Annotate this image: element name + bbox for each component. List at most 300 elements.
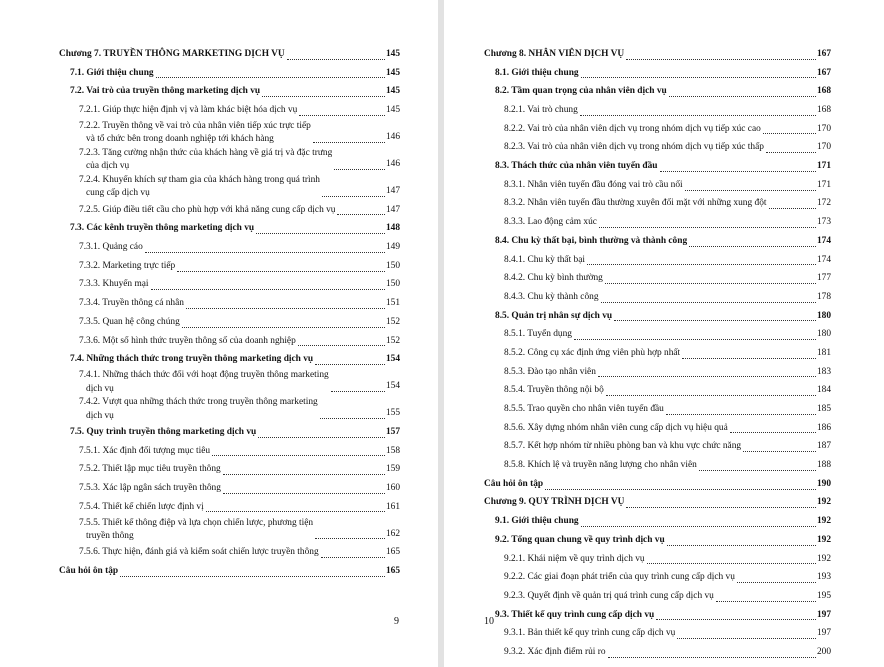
dot-leader	[182, 327, 385, 328]
toc-entry-title-text: 7.5.3. Xác lập ngân sách truyền thông	[79, 482, 221, 493]
toc-entry-title	[504, 550, 645, 569]
toc-entry-title-text: 7.3.3. Khuyến mại	[79, 279, 149, 290]
dot-leader	[298, 345, 385, 346]
toc-entry-title-text: 7.2.4. Khuyến khích sự tham gia của khách hàng trong quá trình	[79, 174, 320, 185]
toc-entry-title-text: 7.3. Các kênh truyền thông marketing dịch vụ	[70, 223, 255, 234]
toc-entry-page-number: 146	[385, 132, 400, 143]
toc-subsection-entry[interactable]	[484, 568, 831, 587]
toc-entry-page-number: 147	[385, 204, 400, 215]
toc-entry-page-number: 185	[816, 404, 831, 415]
dot-leader	[177, 271, 385, 272]
toc-chapter-entry[interactable]	[484, 494, 831, 513]
dot-leader	[666, 414, 816, 415]
toc-entry-title	[79, 174, 320, 201]
toc-entry-title-text: 7.5.6. Thực hiện, đánh giá và kiểm soát chiến lược truyền thông	[79, 547, 319, 558]
toc-subsection-entry[interactable]	[484, 138, 831, 157]
dot-leader	[321, 557, 385, 558]
toc-entry-title-text: 7.2.5. Giúp điều tiết cầu cho phù hợp với khả năng cung cấp dịch vụ	[79, 204, 336, 215]
toc-entry-page-number: 159	[385, 464, 400, 475]
dot-leader	[545, 489, 816, 490]
toc-entry-page-number: 167	[816, 48, 831, 59]
toc-entry-page-number: 170	[816, 142, 831, 153]
toc-entry-page-number: 146	[385, 159, 400, 170]
toc-subsection-entry[interactable]	[59, 147, 400, 174]
dot-leader	[608, 657, 816, 658]
toc-entry-title	[79, 460, 221, 479]
toc-subsection-entry[interactable]	[484, 643, 831, 662]
toc-entry-title-text: 7.2. Vai trò của truyền thông marketing dịch vụ	[70, 86, 261, 97]
toc-entry-title	[79, 147, 332, 174]
toc-entry-title-text: 7.5.4. Thiết kế chiến lược định vị	[79, 501, 204, 512]
toc-section-entry[interactable]	[59, 423, 400, 442]
toc-subsection-entry[interactable]	[484, 437, 831, 456]
toc-chapter-entry[interactable]	[484, 475, 831, 494]
toc-entry-title	[495, 82, 667, 101]
toc-entry-title	[79, 120, 311, 147]
toc-entry-title-text: 8.5.2. Công cụ xác định ứng viên phù hợp nhất	[504, 347, 681, 358]
toc-entry-page-number: 154	[385, 354, 400, 365]
toc-entry-page-number: 145	[385, 48, 400, 59]
toc-entry-page-number: 154	[385, 381, 400, 392]
page-number-right: 10	[484, 616, 494, 627]
toc-entry-page-number: 192	[816, 516, 831, 527]
toc-entry-title-text: 8.4.3. Chu kỳ thành công	[504, 291, 599, 302]
toc-entry-page-number: 197	[816, 609, 831, 620]
toc-entry-page-number: 180	[816, 329, 831, 340]
toc-entry-page-number: 152	[385, 335, 400, 346]
toc-entry-title-text: 7.4.2. Vượt qua những thách thức trong truyền thông marketing	[79, 397, 318, 408]
toc-subsection-entry[interactable]	[484, 195, 831, 214]
toc-entry-title-text: 8.5. Quản trị nhân sự dịch vụ	[495, 310, 613, 321]
toc-entry-page-number: 151	[385, 298, 400, 309]
toc-subsection-entry[interactable]	[484, 344, 831, 363]
dot-leader	[626, 507, 816, 508]
toc-entry-title-text: 7.5.5. Thiết kế thông điệp và lựa chọn chiến lược, phương tiện	[79, 517, 314, 528]
toc-entry-title-text: 7.5.1. Xác định đối tượng mục tiêu	[79, 445, 211, 456]
toc-entry-title-text: 9.3.1. Bản thiết kế quy trình cung cấp dịch vụ	[504, 628, 676, 639]
toc-section-entry[interactable]	[484, 64, 831, 83]
dot-leader	[601, 302, 816, 303]
toc-list-left	[59, 45, 400, 581]
toc-entry-title	[495, 232, 687, 251]
toc-entry-page-number: 158	[385, 445, 400, 456]
toc-entry-page-number: 200	[816, 646, 831, 657]
left-page	[0, 0, 438, 667]
dot-leader	[256, 233, 385, 234]
toc-entry-title	[504, 251, 585, 270]
toc-subsection-entry[interactable]	[59, 257, 400, 276]
toc-subsection-entry[interactable]	[484, 101, 831, 120]
dot-leader	[156, 77, 385, 78]
dot-leader	[614, 320, 816, 321]
dot-leader	[223, 493, 385, 494]
dot-leader	[186, 308, 385, 309]
dot-leader	[699, 470, 816, 471]
toc-entry-title-text: 8.5.7. Kết hợp nhóm từ nhiều phòng ban và khu vực chức năng	[504, 441, 742, 452]
toc-entry-page-number: 192	[816, 553, 831, 564]
toc-entry-title-continuation: của dịch vụ	[86, 161, 130, 172]
dot-leader	[315, 538, 385, 539]
toc-entry-title	[79, 498, 204, 517]
dot-leader	[581, 77, 816, 78]
toc-entry-title-text: 7.2.2. Truyền thông về vai trò của nhân viên tiếp xúc trực tiếp	[79, 120, 311, 131]
toc-subsection-entry[interactable]	[59, 276, 400, 295]
toc-entry-title	[79, 238, 143, 257]
toc-subsection-entry[interactable]	[484, 587, 831, 606]
toc-entry-page-number: 183	[816, 366, 831, 377]
dot-leader	[334, 169, 385, 170]
toc-entry-page-number: 187	[816, 441, 831, 452]
toc-list-right	[484, 45, 831, 662]
toc-entry-page-number: 170	[816, 123, 831, 134]
toc-entry-title-text: Câu hỏi ôn tập	[59, 566, 119, 577]
dot-leader	[660, 171, 816, 172]
toc-entry-title-text: 7.1. Giới thiệu chung	[70, 67, 154, 78]
dot-leader	[730, 432, 816, 433]
toc-entry-page-number: 171	[816, 179, 831, 190]
dot-leader	[682, 358, 816, 359]
toc-subsection-entry[interactable]	[59, 238, 400, 257]
toc-entry-title	[504, 624, 675, 643]
toc-entry-title	[79, 369, 329, 396]
toc-entry-page-number: 165	[385, 566, 400, 577]
toc-subsection-entry[interactable]	[59, 479, 400, 498]
toc-entry-page-number: 188	[816, 460, 831, 471]
toc-subsection-entry[interactable]	[59, 101, 400, 120]
toc-subsection-entry[interactable]	[484, 325, 831, 344]
toc-subsection-entry[interactable]	[59, 498, 400, 517]
toc-entry-title-text: 9.1. Giới thiệu chung	[495, 516, 579, 527]
toc-entry-title-text: 8.2.1. Vai trò chung	[504, 105, 578, 116]
toc-entry-page-number: 168	[816, 105, 831, 116]
toc-subsection-entry[interactable]	[484, 624, 831, 643]
toc-entry-title	[504, 587, 714, 606]
toc-entry-page-number: 167	[816, 67, 831, 78]
toc-entry-title-text: 8.4.1. Chu kỳ thất bại	[504, 254, 585, 265]
dot-leader	[685, 190, 816, 191]
toc-entry-page-number: 180	[816, 310, 831, 321]
toc-entry-title-text: 9.3. Thiết kế quy trình cung cấp dịch vụ	[495, 609, 655, 620]
toc-entry-title-text: 9.2.3. Quyết định về quản trị quá trình cung cấp dịch vụ	[504, 590, 714, 601]
toc-entry-title-text: 8.2. Tầm quan trọng của nhân viên dịch vụ	[495, 86, 667, 97]
toc-entry-page-number: 186	[816, 422, 831, 433]
toc-entry-title	[495, 64, 579, 83]
toc-entry-page-number: 195	[816, 590, 831, 601]
toc-subsection-entry[interactable]	[59, 369, 400, 396]
toc-entry-title-text: 8.3.3. Lao động cảm xúc	[504, 217, 597, 228]
toc-entry-title	[504, 269, 603, 288]
dot-leader	[287, 59, 385, 60]
toc-entry-page-number: 197	[816, 628, 831, 639]
toc-entry-title	[79, 294, 184, 313]
dot-leader	[581, 526, 816, 527]
dot-leader	[320, 418, 385, 419]
dot-leader	[223, 474, 385, 475]
dot-leader	[574, 339, 816, 340]
toc-subsection-entry[interactable]	[484, 381, 831, 400]
dot-leader	[605, 283, 816, 284]
toc-entry-title	[504, 213, 597, 232]
dot-leader	[322, 196, 385, 197]
toc-entry-page-number: 145	[385, 67, 400, 78]
toc-entry-title-text: 9.2.2. Các giai đoạn phát triển của quy trình cung cấp dịch vụ	[504, 572, 735, 583]
toc-entry-title	[70, 82, 260, 101]
dot-leader	[766, 152, 816, 153]
dot-leader	[151, 289, 385, 290]
toc-entry-title	[504, 363, 596, 382]
toc-entry-title	[70, 219, 254, 238]
toc-entry-page-number: 150	[385, 279, 400, 290]
right-page	[444, 0, 884, 667]
toc-section-entry[interactable]	[484, 157, 831, 176]
toc-entry-page-number: 174	[816, 254, 831, 265]
toc-entry-title	[504, 437, 741, 456]
toc-entry-title-text: 9.2. Tổng quan chung về quy trình dịch vụ	[495, 534, 665, 545]
toc-entry-title-text: 7.3.6. Một số hình thức truyền thông số của doanh nghiệp	[79, 335, 296, 346]
toc-entry-page-number: 171	[816, 161, 831, 172]
dot-leader	[667, 545, 816, 546]
toc-entry-title-text: 7.3.2. Marketing trực tiếp	[79, 260, 176, 271]
toc-entry-page-number: 152	[385, 316, 400, 327]
toc-section-entry[interactable]	[484, 232, 831, 251]
toc-entry-title-continuation: truyền thông	[86, 530, 134, 541]
toc-entry-title-text: 8.5.3. Đào tạo nhân viên	[504, 366, 596, 377]
toc-entry-page-number: 148	[385, 223, 400, 234]
toc-entry-title	[504, 419, 728, 438]
toc-entry-page-number: 155	[385, 408, 400, 419]
dot-leader	[580, 115, 816, 116]
toc-entry-title	[70, 350, 313, 369]
toc-entry-title	[79, 332, 296, 351]
toc-entry-title-text: 8.5.5. Trao quyền cho nhân viên tuyến đầu	[504, 404, 664, 415]
toc-entry-page-number: 161	[385, 501, 400, 512]
dot-leader	[669, 96, 816, 97]
toc-entry-title-text: 8.5.8. Khích lệ và truyền năng lượng cho nhân viên	[504, 460, 697, 471]
toc-entry-title	[504, 568, 735, 587]
toc-entry-title	[504, 138, 764, 157]
toc-entry-title	[79, 543, 319, 562]
toc-entry-title-text: 9.3.2. Xác định điểm rủi ro	[504, 646, 606, 657]
toc-entry-title	[504, 101, 578, 120]
toc-subsection-entry[interactable]	[59, 516, 400, 543]
dot-leader	[315, 364, 385, 365]
toc-entry-page-number: 184	[816, 385, 831, 396]
toc-entry-title	[495, 157, 658, 176]
toc-section-entry[interactable]	[484, 606, 831, 625]
toc-entry-page-number: 150	[385, 260, 400, 271]
toc-chapter-entry[interactable]	[484, 45, 831, 64]
toc-entry-title	[79, 201, 335, 220]
toc-entry-title	[79, 396, 318, 423]
dot-leader	[598, 376, 816, 377]
toc-subsection-entry[interactable]	[484, 251, 831, 270]
toc-entry-title	[504, 381, 604, 400]
toc-entry-page-number: 192	[816, 497, 831, 508]
toc-entry-page-number: 193	[816, 572, 831, 583]
toc-subsection-entry[interactable]	[484, 419, 831, 438]
dot-leader	[262, 96, 385, 97]
toc-entry-title-text: 8.4.2. Chu kỳ bình thường	[504, 273, 603, 284]
toc-entry-title	[59, 562, 118, 581]
toc-entry-title-text: 8.3. Thách thức của nhân viên tuyến đầu	[495, 161, 658, 172]
dot-leader	[206, 511, 385, 512]
toc-entry-page-number: 192	[816, 534, 831, 545]
toc-entry-title-text: 8.4. Chu kỳ thất bại, bình thường và thành công	[495, 235, 688, 246]
toc-entry-page-number: 145	[385, 105, 400, 116]
toc-entry-title	[504, 325, 572, 344]
toc-entry-title	[484, 45, 624, 64]
toc-entry-title-text: 8.2.3. Vai trò của nhân viên dịch vụ trong nhóm dịch vụ tiếp xúc thấp	[504, 142, 764, 153]
toc-entry-title	[79, 275, 149, 294]
toc-entry-title-text: 9.2.1. Khái niệm về quy trình dịch vụ	[504, 553, 645, 564]
toc-entry-title	[79, 101, 297, 120]
toc-entry-page-number: 149	[385, 242, 400, 253]
toc-section-entry[interactable]	[59, 350, 400, 369]
toc-entry-title-text: 7.3.4. Truyền thông cá nhân	[79, 298, 184, 309]
toc-entry-title-text: 8.5.1. Tuyển dụng	[504, 329, 572, 340]
toc-entry-title	[504, 194, 767, 213]
toc-entry-title-text: 8.5.6. Xây dựng nhóm nhân viên cung cấp dịch vụ hiệu quả	[504, 422, 728, 433]
toc-entry-title	[59, 45, 285, 64]
toc-entry-page-number: 162	[385, 528, 400, 539]
toc-entry-title-text: 7.2.3. Tăng cường nhận thức của khách hàng về giá trị và đặc trưng	[79, 147, 333, 158]
toc-entry-title-continuation: dịch vụ	[86, 410, 114, 421]
toc-section-entry[interactable]	[484, 82, 831, 101]
dot-leader	[716, 601, 816, 602]
toc-subsection-entry[interactable]	[59, 442, 400, 461]
toc-subsection-entry[interactable]	[484, 288, 831, 307]
toc-entry-title	[495, 606, 654, 625]
toc-entry-title-continuation: và tổ chức bên trong doanh nghiệp tới khách hàng	[86, 134, 274, 145]
toc-chapter-entry[interactable]	[59, 45, 400, 64]
dot-leader	[120, 576, 385, 577]
toc-entry-page-number: 174	[816, 235, 831, 246]
toc-entry-page-number: 165	[385, 547, 400, 558]
toc-entry-title-continuation: cung cấp dịch vụ	[86, 188, 150, 199]
toc-entry-title	[504, 400, 664, 419]
toc-subsection-entry[interactable]	[59, 543, 400, 562]
toc-entry-title-text: 7.4.1. Những thách thức đối với hoạt động truyền thông marketing	[79, 370, 329, 381]
toc-entry-page-number: 173	[816, 217, 831, 228]
toc-entry-page-number: 160	[385, 482, 400, 493]
toc-entry-title	[504, 288, 599, 307]
toc-entry-title-text: Chương 9. QUY TRÌNH DỊCH VỤ	[484, 497, 625, 508]
toc-entry-title-text: 7.3.1. Quảng cáo	[79, 242, 143, 253]
toc-entry-title	[504, 456, 697, 475]
toc-chapter-entry[interactable]	[59, 562, 400, 581]
toc-subsection-entry[interactable]	[59, 332, 400, 351]
dot-leader	[769, 208, 816, 209]
toc-entry-title	[504, 176, 683, 195]
toc-entry-title-text: Chương 7. TRUYỀN THÔNG MARKETING DỊCH VỤ	[59, 48, 285, 59]
toc-entry-page-number: 145	[385, 86, 400, 97]
toc-entry-page-number: 147	[385, 186, 400, 197]
toc-entry-title	[70, 64, 154, 83]
toc-subsection-entry[interactable]	[484, 400, 831, 419]
toc-entry-page-number: 168	[816, 86, 831, 97]
toc-entry-title-text: 7.3.5. Quan hệ công chúng	[79, 316, 180, 327]
toc-subsection-entry[interactable]	[484, 176, 831, 195]
toc-entry-page-number: 181	[816, 347, 831, 358]
dot-leader	[212, 455, 385, 456]
toc-entry-title-text: 8.1. Giới thiệu chung	[495, 67, 579, 78]
dot-leader	[689, 246, 816, 247]
dot-leader	[737, 582, 816, 583]
toc-entry-title	[79, 442, 210, 461]
toc-subsection-entry[interactable]	[484, 363, 831, 382]
page-number-left: 9	[394, 616, 399, 627]
toc-entry-title-text: 7.5.2. Thiết lập mục tiêu truyền thông	[79, 464, 221, 475]
toc-section-entry[interactable]	[59, 64, 400, 83]
toc-entry-title	[70, 423, 256, 442]
dot-leader	[606, 395, 816, 396]
toc-entry-title-text: 8.5.4. Truyền thông nội bộ	[504, 385, 604, 396]
dot-leader	[743, 451, 816, 452]
dot-leader	[145, 252, 385, 253]
dot-leader	[626, 59, 816, 60]
toc-entry-title	[504, 344, 680, 363]
dot-leader	[587, 264, 816, 265]
toc-subsection-entry[interactable]	[484, 269, 831, 288]
dot-leader	[677, 638, 816, 639]
dot-leader	[258, 437, 385, 438]
toc-entry-title-text: 7.5. Quy trình truyền thông marketing dịch vụ	[70, 426, 257, 437]
toc-entry-page-number: 190	[816, 478, 831, 489]
toc-subsection-entry[interactable]	[59, 120, 400, 147]
toc-subsection-entry[interactable]	[484, 550, 831, 569]
toc-entry-title	[79, 517, 313, 544]
toc-entry-title-text: 8.2.2. Vai trò của nhân viên dịch vụ trong nhóm dịch vụ tiếp xúc cao	[504, 123, 761, 134]
toc-subsection-entry[interactable]	[59, 460, 400, 479]
toc-entry-title-text: 8.3.1. Nhân viên tuyến đầu đóng vai trò cầu nối	[504, 179, 683, 190]
toc-section-entry[interactable]	[59, 82, 400, 101]
dot-leader	[331, 391, 385, 392]
dot-leader	[599, 227, 816, 228]
toc-entry-title-text: 7.2.1. Giúp thực hiện định vị và làm khác biệt hóa dịch vụ	[79, 105, 298, 116]
dot-leader	[299, 115, 385, 116]
toc-subsection-entry[interactable]	[59, 313, 400, 332]
toc-section-entry[interactable]	[484, 307, 831, 326]
toc-entry-title	[79, 479, 221, 498]
dot-leader	[763, 133, 816, 134]
toc-entry-title-text: Chương 8. NHÂN VIÊN DỊCH VỤ	[484, 48, 625, 59]
toc-subsection-entry[interactable]	[484, 456, 831, 475]
toc-section-entry[interactable]	[59, 219, 400, 238]
toc-subsection-entry[interactable]	[484, 120, 831, 139]
toc-subsection-entry[interactable]	[59, 201, 400, 220]
toc-entry-title	[495, 307, 612, 326]
toc-entry-title	[79, 257, 175, 276]
toc-subsection-entry[interactable]	[59, 396, 400, 423]
dot-leader	[337, 214, 384, 215]
toc-subsection-entry[interactable]	[484, 213, 831, 232]
toc-entry-title	[495, 531, 665, 550]
toc-entry-title	[504, 120, 761, 139]
toc-entry-page-number: 157	[385, 426, 400, 437]
toc-section-entry[interactable]	[484, 531, 831, 550]
toc-section-entry[interactable]	[484, 512, 831, 531]
toc-subsection-entry[interactable]	[59, 174, 400, 201]
toc-entry-title	[484, 493, 624, 512]
dot-leader	[647, 563, 816, 564]
dot-leader	[313, 142, 385, 143]
toc-entry-title-text: 7.4. Những thách thức trong truyền thông marketing dịch vụ	[70, 354, 314, 365]
dot-leader	[656, 619, 816, 620]
toc-entry-title-continuation: dịch vụ	[86, 383, 114, 394]
toc-entry-page-number: 178	[816, 291, 831, 302]
toc-entry-title-text: Câu hỏi ôn tập	[484, 478, 544, 489]
toc-subsection-entry[interactable]	[59, 294, 400, 313]
